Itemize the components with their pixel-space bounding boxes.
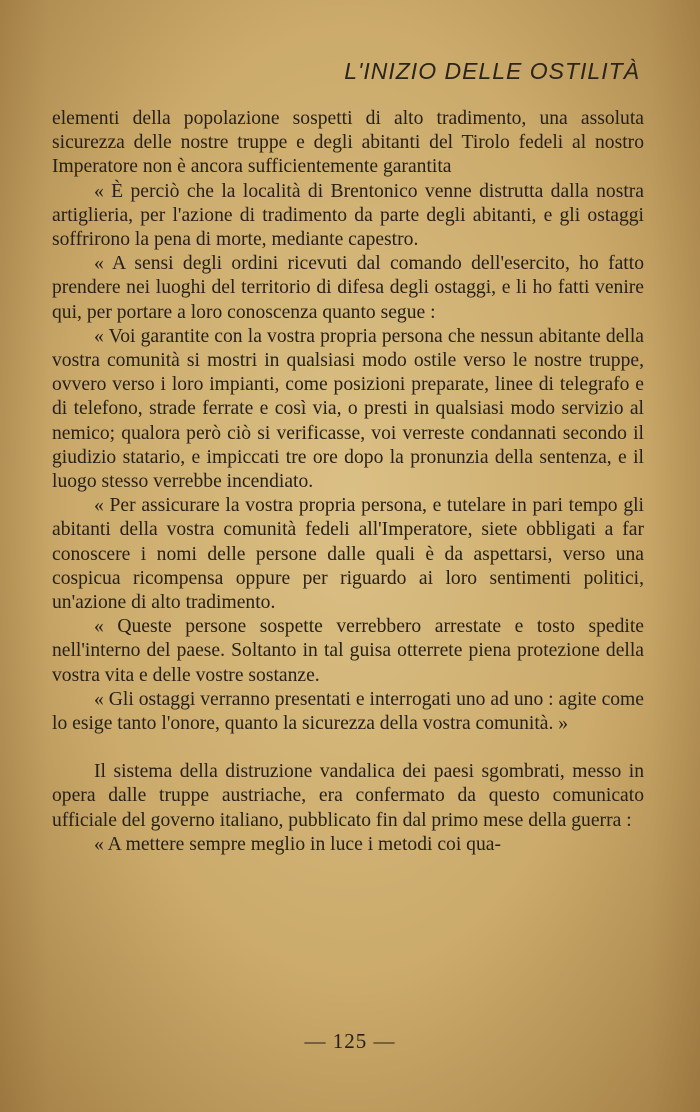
running-title: L'INIZIO DELLE OSTILITÀ [344,58,640,84]
paragraph-8: Il sistema della distruzione vandalica dei paesi sgombrati, messo in opera dalle truppe austriache, era confermato da questo comunicato ufficiale del governo italiano, pubblicato fin dal primo mese della guerra : [52,761,644,831]
paragraph-7: « Gli ostaggi verranno presentati e interrogati uno ad uno : agite come lo esige tanto l'onore, quanto la sicurezza della vostra comunità. » [52,688,644,735]
paragraph-1: elementi della popolazione sospetti di alto tradimento, una assoluta sicurezza delle nostre truppe e degli abitanti del Tirolo fedeli al nostro Imperatore non è ancora sufficientemente garantita [52,108,644,178]
paragraph-2: « È perciò che la località di Brentonico venne distrutta dalla nostra artiglieria, per l'azione di tradimento da parte degli abitanti, e gli ostaggi soffrirono la pena di morte, mediante capestro. [52,180,644,251]
paragraph-5: « Per assicurare la vostra propria persona, e tutelare in pari tempo gli abitanti della vostra comunità fedeli all'Imperatore, siete obbligati a far conoscere i nomi delle persone dalle quali è da aspettarsi, verso una cospicua ricompensa oppure per riguardo ai loro sentimenti politici, un'azione di alto tradimento. [52,495,644,614]
page-number: — 125 — [304,1029,396,1053]
paragraph-3: « A sensi degli ordini ricevuti dal comando dell'esercito, ho fatto prendere nei luoghi del territorio di difesa degli ostaggi, e li ho fatti venire qui, per portare a loro conoscenza quanto segue : [52,253,644,323]
paragraph-6: « Queste persone sospette verrebbero arrestate e tosto spedite nell'interno del paese. Soltanto in tal guisa otterrete piena protezione della vostra vita e delle vostre sostanze. [52,616,644,686]
paragraph-4: « Voi garantite con la vostra propria persona che nessun abitante della vostra comunità si mostri in qualsiasi modo ostile verso le nostre truppe, ovvero verso i loro impianti, come posizioni preparate, linee di telegrafo e di telefono, strade ferrate e così via, o presti in qualsiasi modo servizio al nemico; qualora però ciò si verificasse, voi verreste condannati secondo il giudizio statario, e impiccati tre ore dopo la pronunzia della sentenza, e il luogo stesso verrebbe incendiato. [52,325,644,493]
body-text [52,107,644,857]
paragraph-9: « A mettere sempre meglio in luce i metodi coi qua- [94,833,502,855]
